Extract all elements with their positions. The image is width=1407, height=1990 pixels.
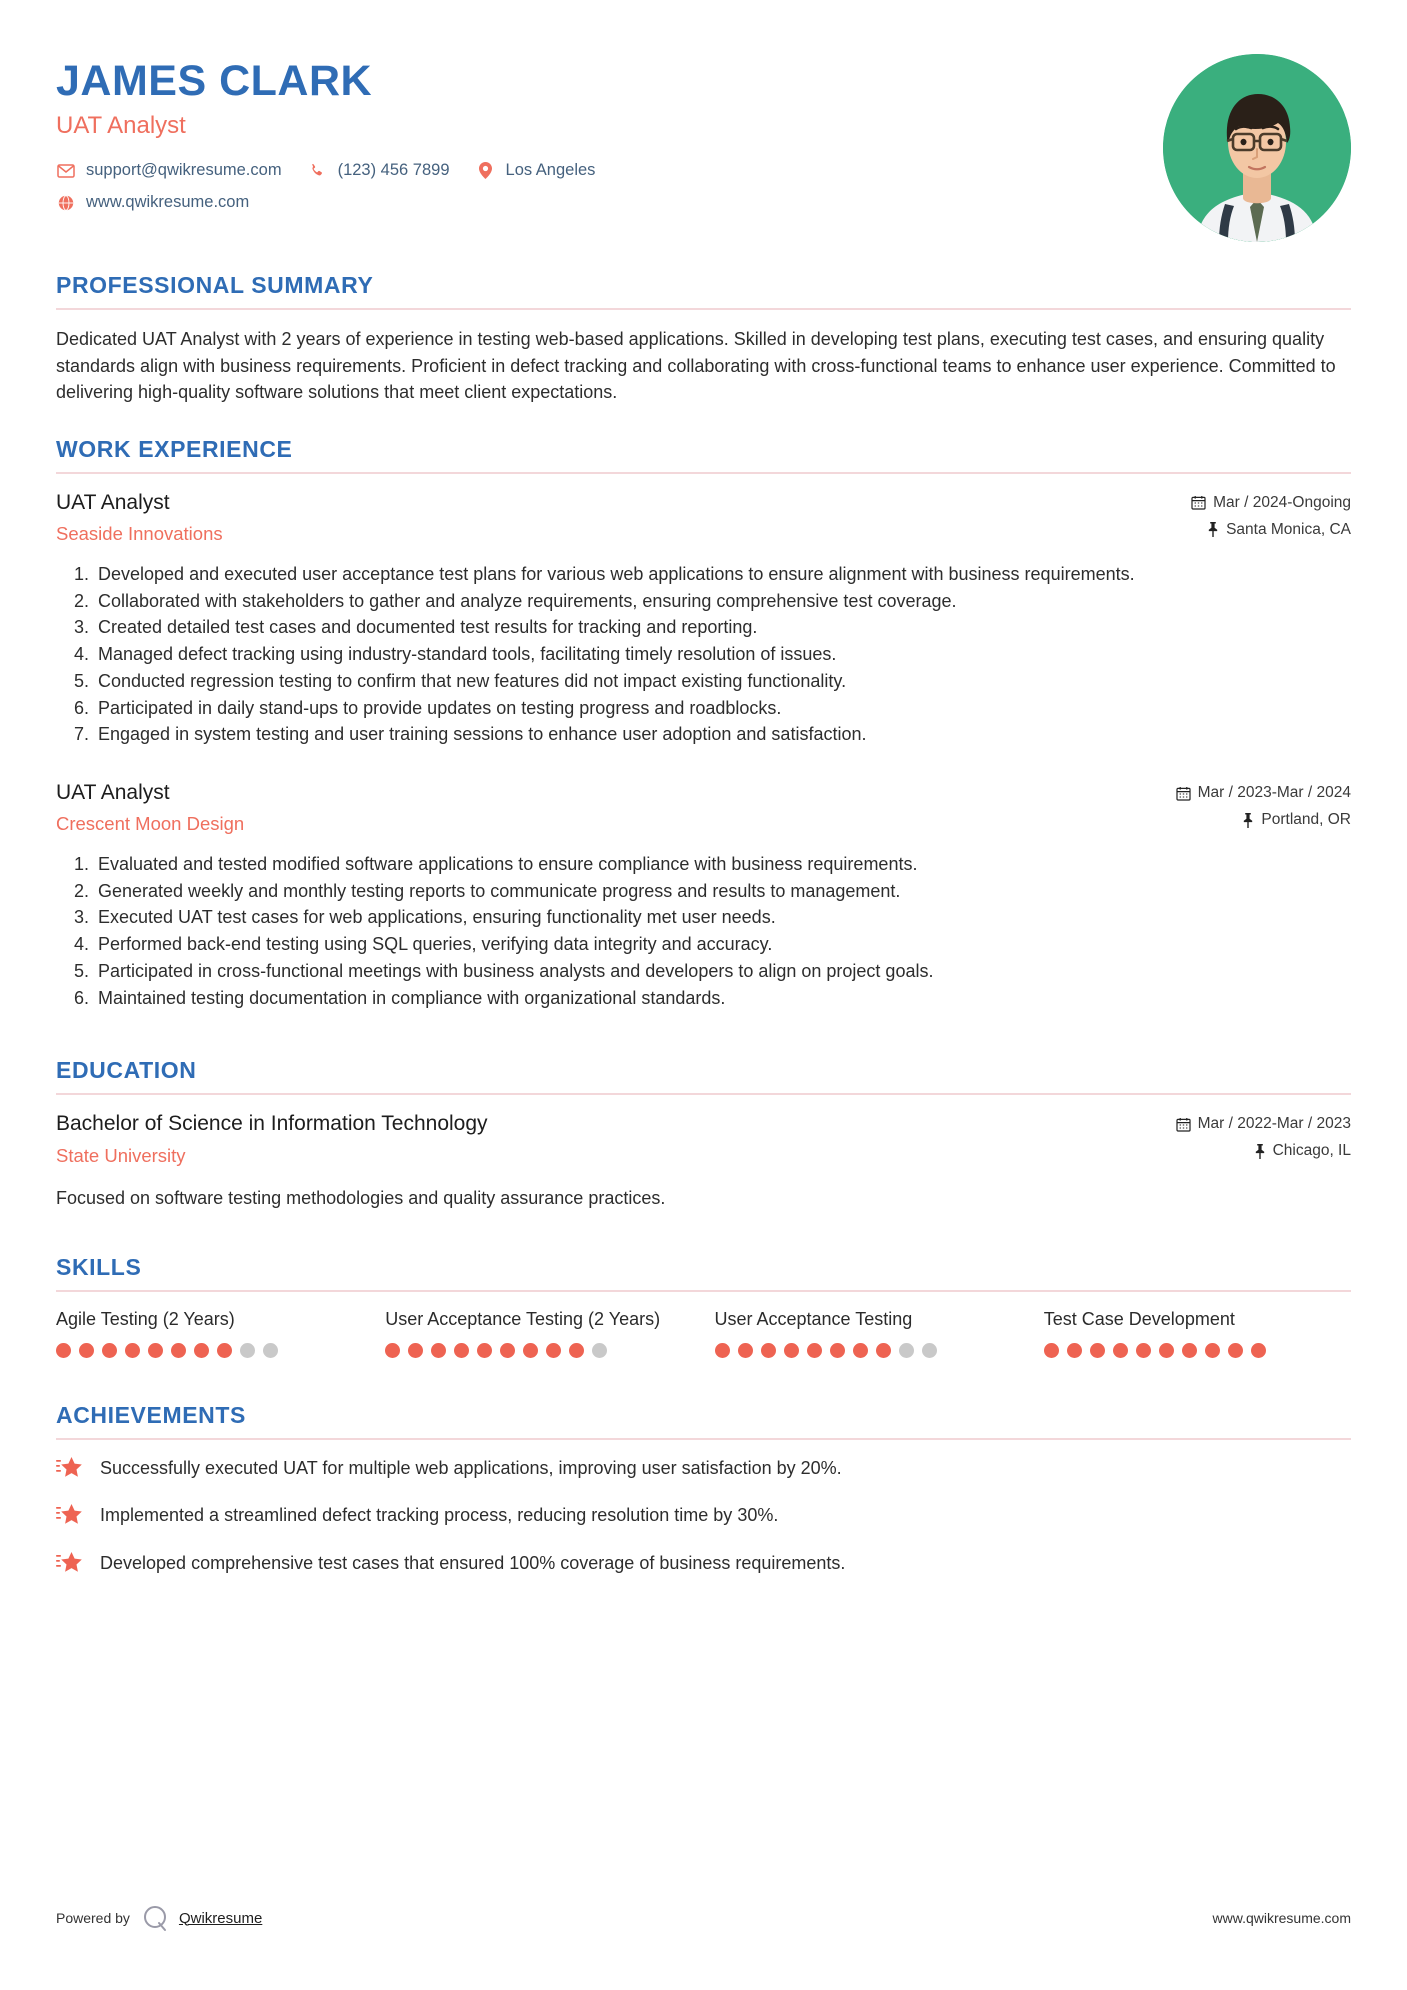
skill-dot-filled	[830, 1343, 845, 1358]
list-item: 6. Maintained testing documentation in compliance with organizational standards.	[94, 986, 1351, 1012]
contact-row-secondary	[56, 193, 621, 212]
skill-dot-filled	[1228, 1343, 1243, 1358]
skill-dot-filled	[761, 1343, 776, 1358]
star-icon	[56, 1504, 86, 1528]
work-entry-date	[1191, 494, 1351, 512]
skill-item	[56, 1308, 385, 1359]
work-entry-bullets	[56, 562, 1351, 748]
section-title-skills: SKILLS	[56, 1253, 142, 1280]
skill-dot-filled	[1182, 1343, 1197, 1358]
work-entry-title: UAT Analyst	[56, 781, 170, 805]
work-entry-meta	[1176, 780, 1351, 838]
section-education	[56, 1057, 1351, 1211]
skill-dot-empty	[240, 1343, 255, 1358]
skill-dot-filled	[148, 1343, 163, 1358]
skill-dot-filled	[194, 1343, 209, 1358]
summary-text: Dedicated UAT Analyst with 2 years of experience in testing web-based applications. Skilled in developing test plans, executing test cases, and ensuring quality standards align with business requirements. Proficient in defect tracking and collaborating with cross-functional teams to enhance user experience. Committed to delivering high-quality software solutions that meet client expectations.	[56, 329, 1336, 403]
contact-location-text: Los Angeles	[505, 161, 596, 180]
section-work-experience	[56, 436, 1351, 1012]
resume-header	[56, 52, 1351, 242]
skill-dot-empty	[263, 1343, 278, 1358]
education-entry	[56, 1111, 1351, 1211]
pin-icon	[1207, 522, 1219, 537]
contact-phone-text: (123) 456 7899	[337, 161, 450, 180]
skill-dot-filled	[56, 1343, 71, 1358]
skill-dot-filled	[1067, 1343, 1082, 1358]
section-achievements	[56, 1402, 1351, 1576]
footer-brand-link[interactable]: Qwikresume	[178, 1909, 263, 1927]
contact-email-text: support@qwikresume.com	[86, 161, 282, 180]
skill-item	[385, 1308, 714, 1359]
avatar-illustration	[1163, 54, 1351, 242]
work-entry-date-text: Mar / 2024-Ongoing	[1213, 493, 1351, 511]
work-entry-company: Crescent Moon Design	[56, 813, 245, 835]
education-entry-description: Focused on software testing methodologies and quality assurance practices.	[56, 1188, 666, 1209]
achievement-text: Developed comprehensive test cases that ensured 100% coverage of business requirements.	[100, 1552, 846, 1573]
work-entry-date-text: Mar / 2023-Mar / 2024	[1197, 784, 1351, 802]
contact-website[interactable]	[56, 193, 249, 212]
list-item: 5. Conducted regression testing to confirm that new features did not impact existing functionality.	[94, 669, 1351, 695]
page-title: JAMES CLARK	[56, 57, 373, 105]
achievement-text: Implemented a streamlined defect tracking process, reducing resolution time by 30%.	[100, 1505, 779, 1526]
header-identity-block	[56, 52, 621, 225]
footer-powered-by-label: Powered by	[56, 1910, 130, 1926]
skill-dot-filled	[1044, 1343, 1059, 1358]
skill-dot-filled	[408, 1343, 423, 1358]
footer-website[interactable]: www.qwikresume.com	[1212, 1910, 1351, 1926]
list-item: 6. Participated in daily stand-ups to provide updates on testing progress and roadblocks.	[94, 696, 1351, 722]
achievement-item	[56, 1456, 1351, 1481]
skill-dot-filled	[1159, 1343, 1174, 1358]
section-professional-summary	[56, 272, 1351, 406]
skill-name: User Acceptance Testing	[714, 1308, 913, 1329]
skill-dot-filled	[853, 1343, 868, 1358]
skill-dot-filled	[477, 1343, 492, 1358]
skill-dot-filled	[523, 1343, 538, 1358]
star-icon	[56, 1457, 86, 1481]
work-entry-bullets	[56, 852, 1351, 1011]
contact-row-primary	[56, 161, 621, 180]
contact-location	[476, 161, 596, 180]
section-title-work: WORK EXPERIENCE	[56, 435, 293, 462]
section-divider	[56, 1093, 1351, 1095]
skill-dot-filled	[385, 1343, 400, 1358]
work-entry	[56, 490, 1351, 748]
skill-dot-filled	[1113, 1343, 1128, 1358]
skill-dot-filled	[79, 1343, 94, 1358]
skill-dot-filled	[454, 1343, 469, 1358]
education-entry-meta	[1176, 1111, 1351, 1169]
education-entry-school: State University	[56, 1144, 186, 1166]
calendar-icon	[1176, 1117, 1191, 1132]
phone-icon	[308, 161, 327, 180]
work-entry-title: UAT Analyst	[56, 490, 170, 514]
work-entry-location-text: Portland, OR	[1261, 811, 1351, 829]
skill-dot-empty	[899, 1343, 914, 1358]
avatar	[1163, 54, 1351, 242]
skill-dot-filled	[500, 1343, 515, 1358]
skill-dot-filled	[1136, 1343, 1151, 1358]
education-entry-date-text: Mar / 2022-Mar / 2023	[1197, 1115, 1351, 1133]
list-item: 2. Collaborated with stakeholders to gather and analyze requirements, ensuring comprehensive test coverage.	[94, 589, 1351, 615]
skill-dot-filled	[1251, 1343, 1266, 1358]
globe-icon	[56, 193, 75, 212]
skill-dot-filled	[569, 1343, 584, 1358]
pin-icon	[1242, 813, 1254, 828]
skill-rating	[715, 1343, 1022, 1358]
work-entry-company: Seaside Innovations	[56, 523, 223, 545]
education-entry-date	[1176, 1115, 1351, 1133]
skill-dot-empty	[922, 1343, 937, 1358]
skill-dot-filled	[1090, 1343, 1105, 1358]
work-entry-location	[1176, 811, 1351, 829]
skill-rating	[56, 1343, 363, 1358]
section-divider	[56, 1438, 1351, 1440]
pin-icon	[1254, 1144, 1266, 1159]
list-item: 5. Participated in cross-functional meetings with business analysts and developers to align on project goals.	[94, 959, 1351, 985]
section-title-summary: PROFESSIONAL SUMMARY	[56, 272, 374, 298]
calendar-icon	[1191, 495, 1206, 510]
education-entry-location-text: Chicago, IL	[1272, 1142, 1351, 1160]
skill-name: User Acceptance Testing (2 Years)	[385, 1308, 661, 1329]
achievement-item	[56, 1503, 1351, 1528]
contact-website-text: www.qwikresume.com	[86, 193, 250, 212]
section-title-achievements: ACHIEVEMENTS	[56, 1402, 246, 1429]
education-entry-degree: Bachelor of Science in Information Technology	[56, 1112, 488, 1136]
skill-dot-empty	[592, 1343, 607, 1358]
star-icon	[56, 1552, 86, 1576]
list-item: 1. Evaluated and tested modified software applications to ensure compliance with business requirements.	[94, 852, 1351, 878]
envelope-icon	[56, 161, 75, 180]
skill-dot-filled	[431, 1343, 446, 1358]
skill-rating	[385, 1343, 692, 1358]
footer-branding	[56, 1904, 262, 1932]
section-divider	[56, 472, 1351, 474]
list-item: 3. Executed UAT test cases for web applications, ensuring functionality met user needs.	[94, 905, 1351, 931]
skill-dot-filled	[715, 1343, 730, 1358]
education-entry-location	[1176, 1142, 1351, 1160]
job-role-subtitle: UAT Analyst	[56, 112, 186, 139]
list-item: 7. Engaged in system testing and user training sessions to enhance user adoption and satisfaction.	[94, 722, 1351, 748]
skills-grid	[56, 1308, 1351, 1359]
skill-dot-filled	[807, 1343, 822, 1358]
list-item: 4. Performed back-end testing using SQL queries, verifying data integrity and accuracy.	[94, 932, 1351, 958]
work-entry-location	[1191, 521, 1351, 539]
list-item: 1. Developed and executed user acceptance test plans for various web applications to ensure alignment with business requirements.	[94, 562, 1351, 588]
work-entry-date	[1176, 784, 1351, 802]
work-entry	[56, 780, 1351, 1011]
skill-dot-filled	[784, 1343, 799, 1358]
work-entry-location-text: Santa Monica, CA	[1226, 520, 1351, 538]
list-item: 3. Created detailed test cases and documented test results for tracking and reporting.	[94, 615, 1351, 641]
skill-dot-filled	[102, 1343, 117, 1358]
skill-item	[715, 1308, 1044, 1359]
page-footer	[56, 1904, 1351, 1932]
skill-dot-filled	[1205, 1343, 1220, 1358]
skill-dot-filled	[217, 1343, 232, 1358]
section-divider	[56, 1290, 1351, 1292]
contact-email[interactable]	[56, 161, 282, 180]
skill-dot-filled	[546, 1343, 561, 1358]
list-item: 2. Generated weekly and monthly testing reports to communicate progress and results to management.	[94, 879, 1351, 905]
skill-dot-filled	[738, 1343, 753, 1358]
section-divider	[56, 308, 1351, 310]
skill-dot-filled	[876, 1343, 891, 1358]
section-skills	[56, 1254, 1351, 1359]
section-title-education: EDUCATION	[56, 1057, 197, 1084]
achievement-item	[56, 1551, 1351, 1576]
skill-item	[1044, 1308, 1351, 1359]
skill-rating	[1044, 1343, 1351, 1358]
skill-dot-filled	[125, 1343, 140, 1358]
list-item: 4. Managed defect tracking using industry-standard tools, facilitating timely resolution of issues.	[94, 642, 1351, 668]
achievement-text: Successfully executed UAT for multiple web applications, improving user satisfaction by 20%.	[100, 1458, 842, 1479]
skill-dot-filled	[171, 1343, 186, 1358]
skill-name: Agile Testing (2 Years)	[56, 1308, 235, 1329]
calendar-icon	[1176, 786, 1191, 801]
qwikresume-logo-icon	[142, 1904, 170, 1932]
map-pin-icon	[476, 161, 495, 180]
work-entry-meta	[1191, 490, 1351, 548]
contact-phone[interactable]	[308, 161, 450, 180]
skill-name: Test Case Development	[1043, 1308, 1235, 1329]
